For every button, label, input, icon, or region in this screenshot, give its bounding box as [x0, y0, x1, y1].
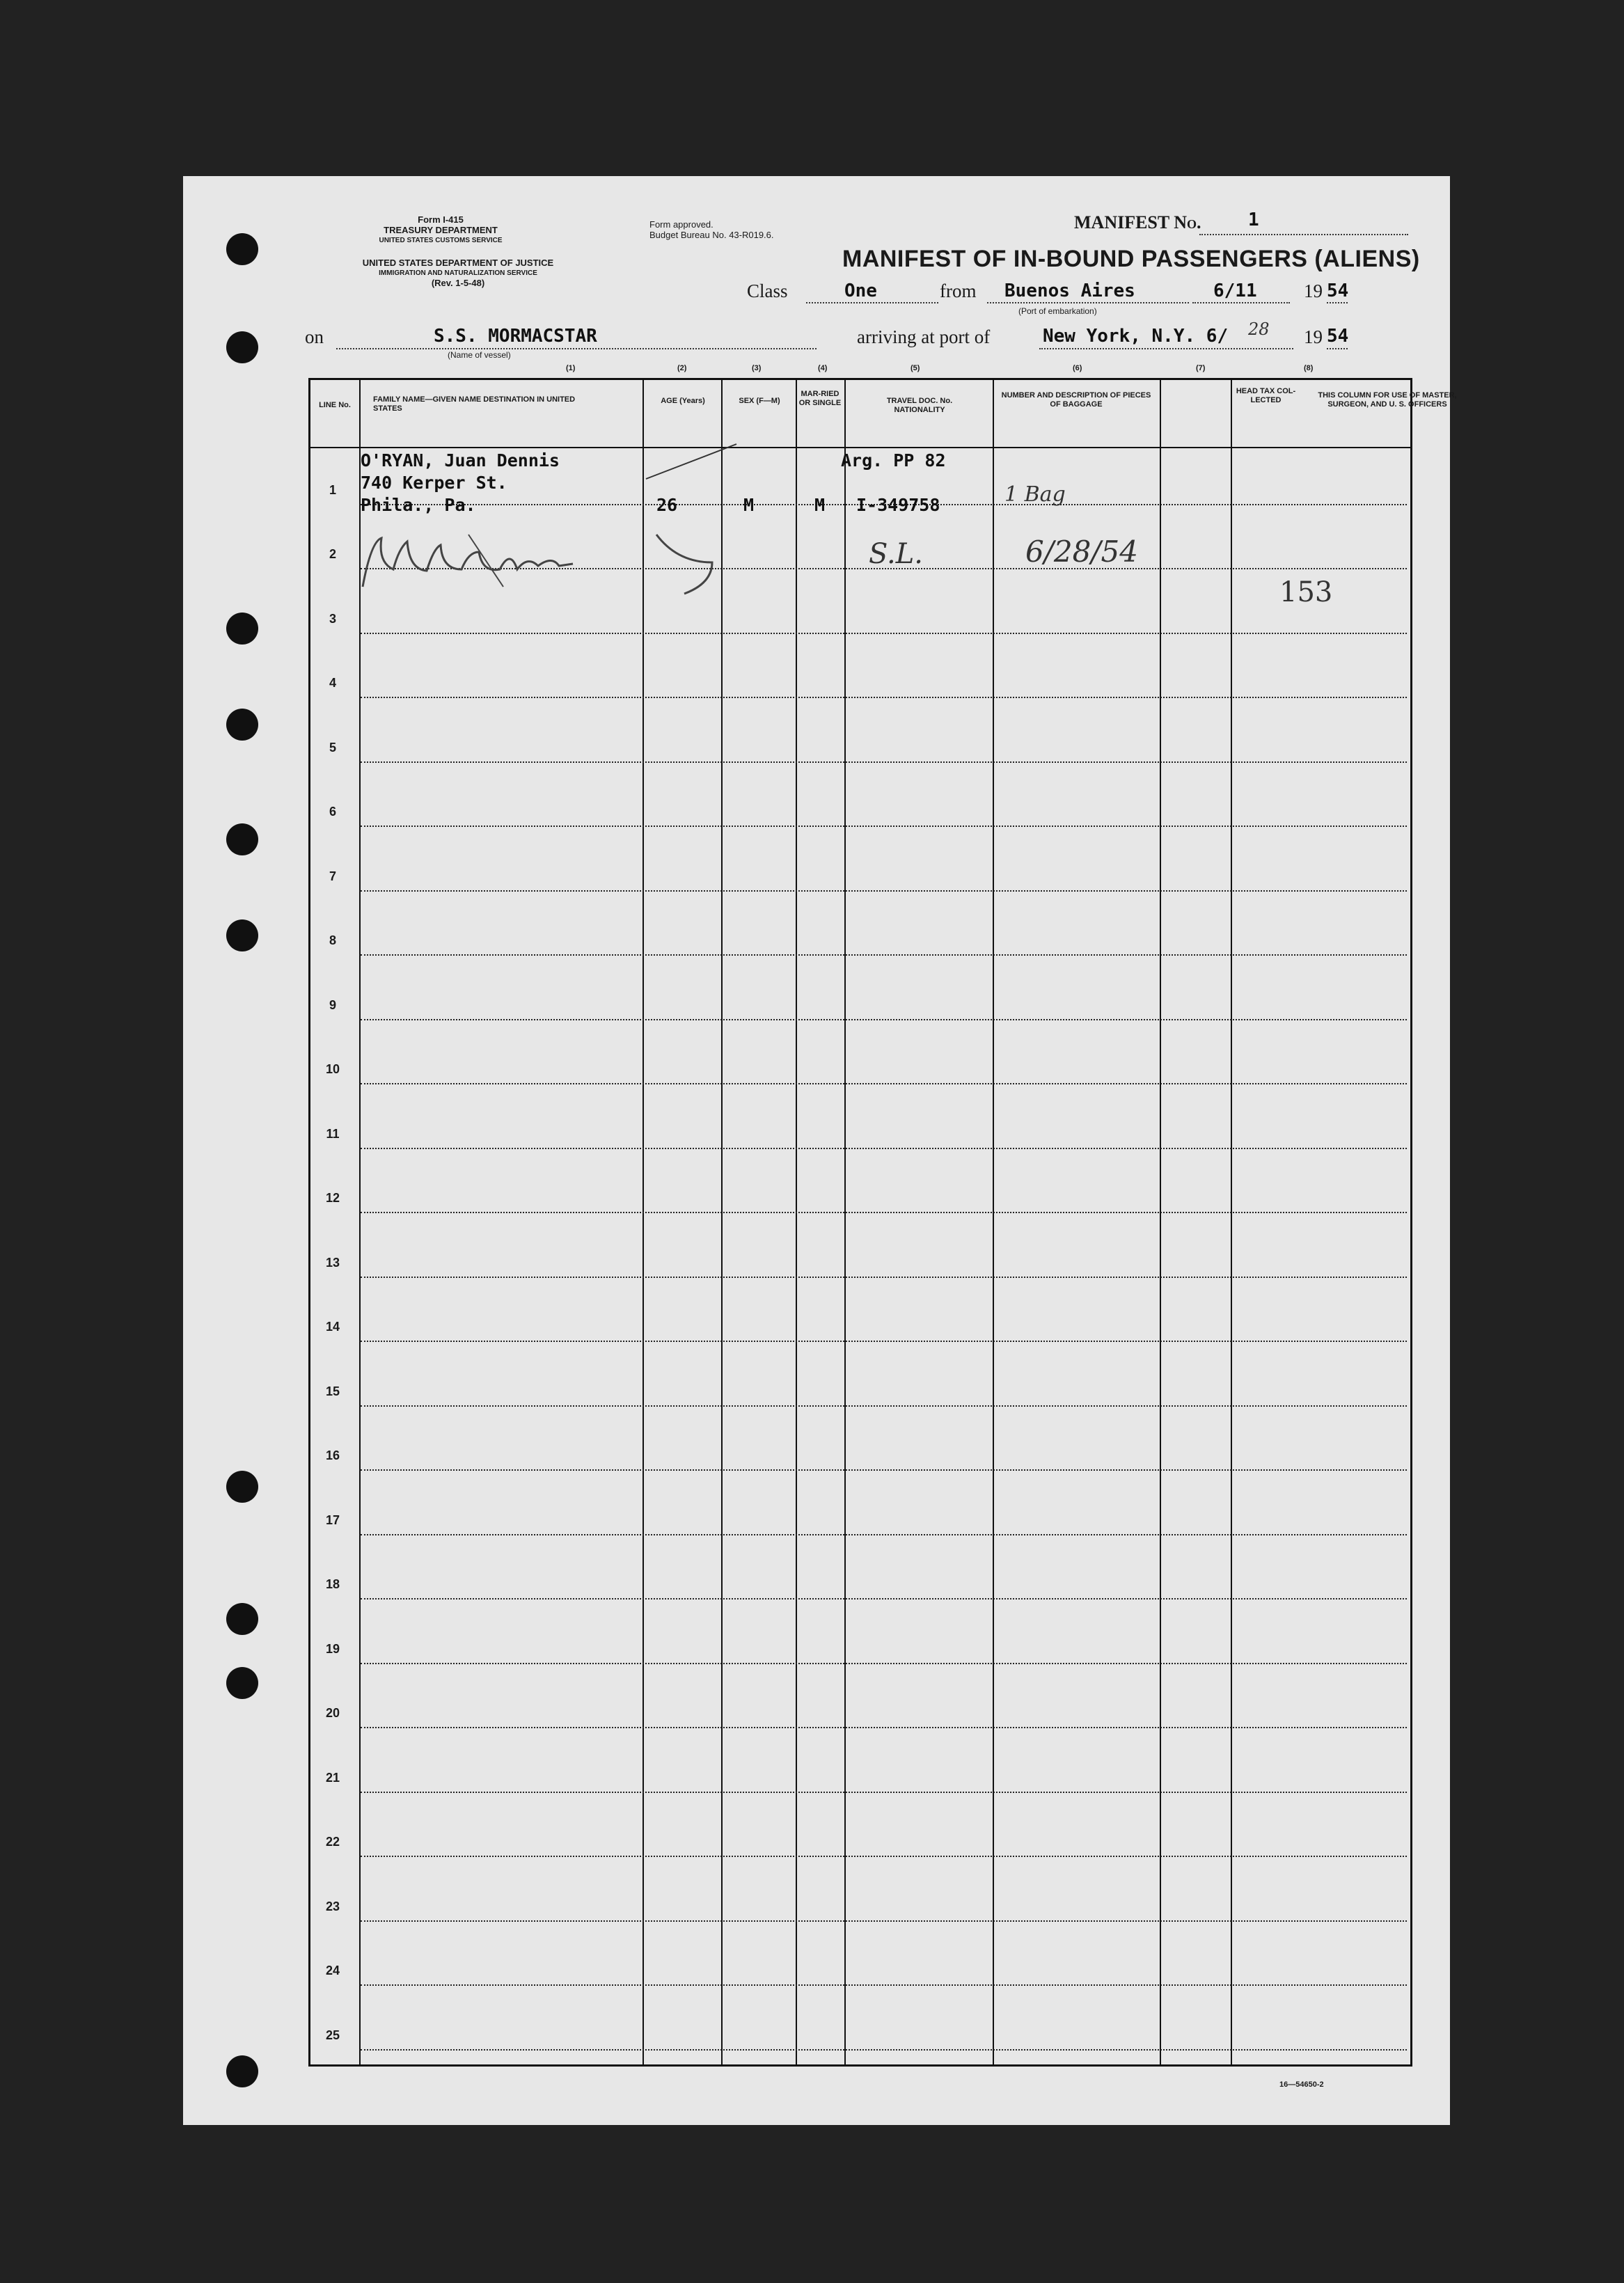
line-number: 12: [325, 1191, 340, 1205]
arriving-label: arriving at port of: [857, 326, 991, 347]
line-number: 11: [326, 1126, 340, 1141]
col-num-1: (1): [566, 364, 576, 372]
row-line: [361, 2049, 1407, 2051]
from-line: [987, 302, 1189, 303]
line-number: 15: [325, 1384, 340, 1398]
col-num-5: (5): [910, 364, 920, 372]
from-value: Buenos Aires: [1004, 281, 1135, 301]
col-num-2: (2): [677, 364, 687, 372]
year-line-2: [1327, 348, 1348, 349]
line-number: 20: [325, 1706, 340, 1720]
binder-hole: [226, 233, 258, 265]
col-num-6: (6): [1073, 364, 1082, 372]
row-line: [361, 1019, 1407, 1020]
treasury-dept: TREASURY DEPARTMENT: [384, 225, 498, 235]
port-caption: (Port of embarkation): [1018, 306, 1097, 316]
row-line: [361, 1856, 1407, 1857]
line-number: 18: [325, 1577, 340, 1591]
row-line: [361, 761, 1407, 763]
binder-hole: [226, 1667, 258, 1699]
header-line-no: LINE No.: [319, 401, 351, 409]
footer-code: 16—54650-2: [1279, 2080, 1324, 2089]
line-number: 8: [329, 933, 336, 947]
passenger-doc: Arg. PP 82: [841, 450, 946, 471]
year-prefix-2: 19: [1304, 326, 1323, 347]
line-number: 3: [329, 611, 336, 626]
line-number: 19: [325, 1641, 340, 1656]
passenger-name: O'RYAN, Juan Dennis: [361, 450, 560, 471]
passenger-doc-number: I-349758: [856, 495, 940, 515]
row-line: [361, 1469, 1407, 1471]
passenger-address-1: 740 Kerper St.: [361, 473, 507, 493]
passenger-married: M: [814, 495, 826, 515]
binder-hole: [226, 709, 258, 741]
year-value: 54: [1327, 281, 1349, 301]
row-line: [361, 890, 1407, 892]
pencil-stroke: [642, 441, 740, 482]
signature-scrawl: [350, 521, 726, 597]
passenger-age: 26: [656, 495, 678, 515]
row-line: [361, 1792, 1407, 1793]
row-line: [361, 1920, 1407, 1922]
header-married: MAR-RIED OR SINGLE: [798, 390, 842, 407]
row-line: [361, 1663, 1407, 1664]
row-line: [361, 1212, 1407, 1213]
header-baggage: NUMBER AND DESCRIPTION OF PIECES OF BAGGAGE: [1001, 391, 1151, 409]
line-number: 21: [325, 1770, 340, 1785]
class-value: One: [844, 281, 877, 301]
line-number: 9: [329, 997, 336, 1012]
depart-date: 6/11: [1213, 281, 1257, 301]
col-num-8: (8): [1304, 364, 1314, 372]
line-number: 25: [325, 2028, 340, 2042]
row-line: [361, 1727, 1407, 1728]
row-line: [361, 1405, 1407, 1407]
baggage-handwritten: 1 Bag: [1004, 482, 1066, 507]
line-number: 22: [325, 1835, 340, 1849]
row-line: [361, 1534, 1407, 1535]
row-line: [361, 697, 1407, 698]
vessel-caption: (Name of vessel): [448, 350, 511, 360]
row-line: [361, 1984, 1407, 1986]
header-name: FAMILY NAME—GIVEN NAME DESTINATION IN UNITED STATES: [373, 395, 576, 413]
header-age: AGE (Years): [661, 397, 705, 405]
class-label: Class: [747, 281, 788, 301]
revision: (Rev. 1-5-48): [431, 278, 485, 288]
line-number: 17: [325, 1512, 340, 1527]
form-number: Form I-415: [418, 214, 464, 225]
form-approved: Form approved.: [649, 219, 714, 230]
annotation-date-handwritten: 6/28/54: [1025, 535, 1138, 569]
vessel-name: S.S. MORMACSTAR: [434, 326, 597, 347]
line-number: 6: [329, 805, 336, 819]
line-number: 5: [329, 740, 336, 755]
header-travel-doc: TRAVEL DOC. No. NATIONALITY: [886, 397, 953, 414]
year-line: [1327, 302, 1348, 303]
line-number: 14: [325, 1320, 340, 1334]
header-officers: THIS COLUMN FOR USE OF MASTER, SURGEON, AND U. S. OFFICERS: [1318, 391, 1457, 409]
line-number: 24: [325, 1964, 340, 1977]
row-line: [361, 1277, 1407, 1278]
header-head-tax: HEAD TAX COL-LECTED: [1236, 387, 1296, 404]
reference-number-handwritten: 153: [1279, 576, 1333, 608]
col-num-4: (4): [818, 364, 828, 372]
header-divider: [310, 447, 1410, 448]
manifest-no-line: [1199, 234, 1408, 235]
line-number: 7: [329, 869, 336, 883]
binder-hole: [226, 919, 258, 951]
binder-hole: [226, 823, 258, 855]
row-line: [361, 1083, 1407, 1084]
row-line: [361, 1341, 1407, 1342]
year-prefix: 19: [1304, 281, 1323, 301]
class-line: [806, 302, 938, 303]
arrival-day-handwritten: 28: [1248, 319, 1270, 339]
vessel-line: [336, 348, 817, 349]
manifest-table: [308, 378, 1457, 2067]
manifest-no-value: 1: [1248, 210, 1259, 230]
year-value-2: 54: [1327, 326, 1349, 347]
binder-hole: [226, 1471, 258, 1503]
binder-hole: [226, 1603, 258, 1635]
col-num-7: (7): [1196, 364, 1206, 372]
row-line: [361, 954, 1407, 956]
arrival-line: [1039, 348, 1293, 349]
line-number: 2: [329, 547, 336, 561]
header-sex: SEX (F—M): [739, 397, 780, 405]
manifest-no-label: MANIFEST No.: [1074, 212, 1201, 232]
arrival-port: New York, N.Y. 6/: [1043, 326, 1229, 347]
binder-hole: [226, 2055, 258, 2087]
page-title: MANIFEST OF IN-BOUND PASSENGERS (ALIENS): [842, 246, 1420, 272]
justice-dept: UNITED STATES DEPARTMENT OF JUSTICE: [362, 258, 554, 268]
date-line: [1192, 302, 1290, 303]
passenger-sex: M: [743, 495, 755, 515]
initials-handwritten: S.L.: [869, 538, 923, 570]
line-number: 23: [325, 1899, 340, 1913]
manifest-sheet: [183, 176, 1457, 2125]
budget-bureau: Budget Bureau No. 43-R019.6.: [649, 230, 774, 240]
binder-hole: [226, 613, 258, 645]
col-num-3: (3): [752, 364, 762, 372]
on-label: on: [305, 326, 324, 347]
line-number: 16: [325, 1448, 340, 1462]
line-number: 10: [325, 1062, 340, 1076]
passenger-address-2: Phila., Pa.: [361, 495, 476, 515]
row-line: [361, 633, 1407, 634]
line-number: 1: [329, 482, 336, 497]
row-line: [361, 825, 1407, 827]
from-label: from: [940, 281, 977, 301]
ins-service: IMMIGRATION AND NATURALIZATION SERVICE: [379, 269, 537, 277]
line-number: 4: [329, 676, 336, 690]
binder-hole: [226, 331, 258, 363]
customs-service: UNITED STATES CUSTOMS SERVICE: [379, 237, 503, 244]
line-number: 13: [325, 1255, 340, 1270]
row-line: [361, 1598, 1407, 1599]
row-line: [361, 1148, 1407, 1149]
